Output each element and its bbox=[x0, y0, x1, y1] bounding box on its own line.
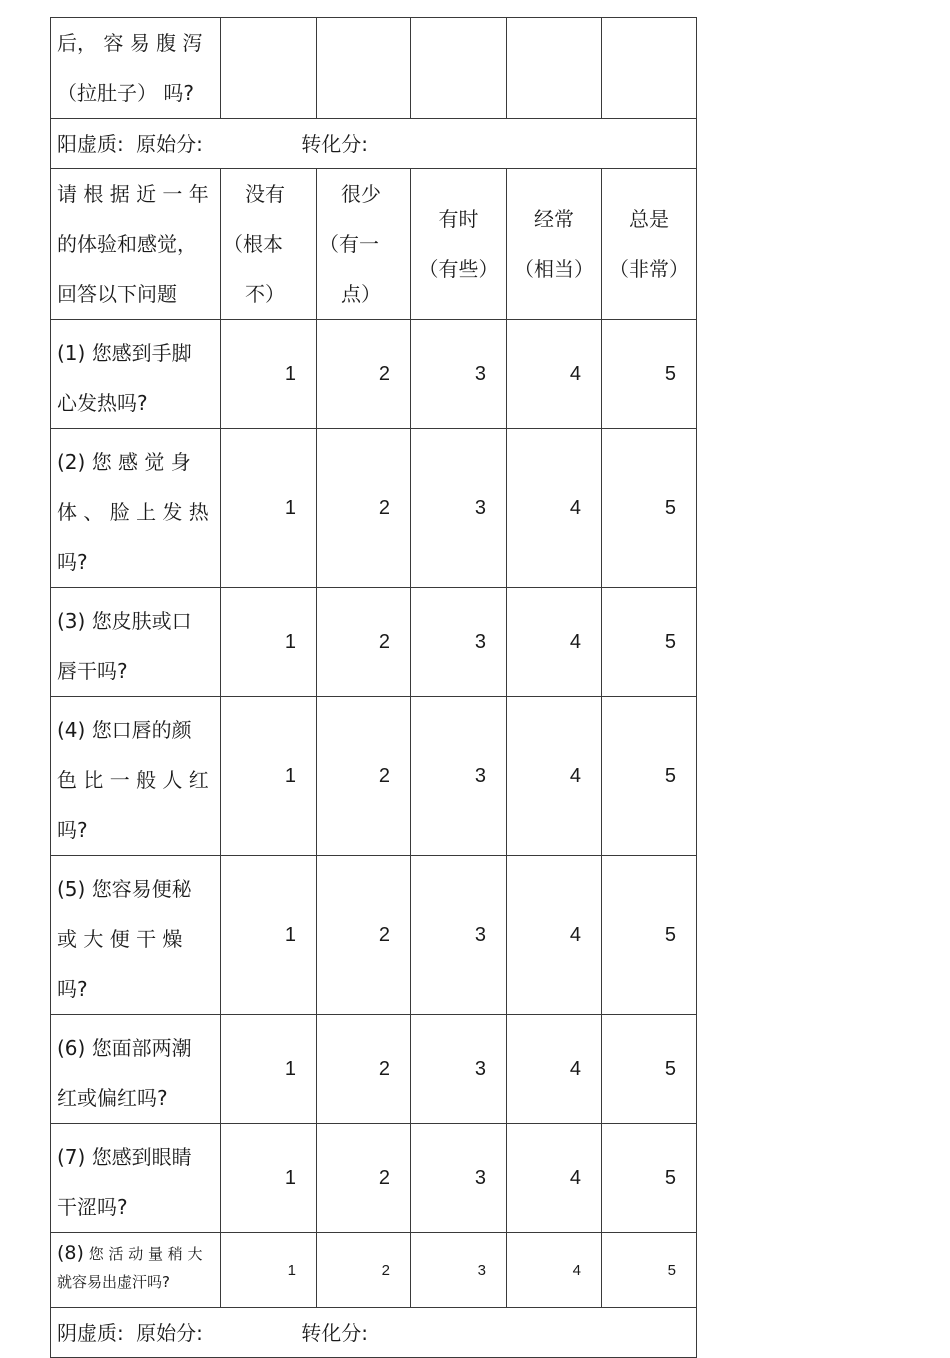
category-label: 阴虚质: bbox=[57, 1320, 124, 1345]
score-option[interactable]: 5 bbox=[602, 1124, 697, 1233]
question-cell bbox=[51, 320, 221, 429]
answer-cell[interactable] bbox=[602, 18, 697, 119]
question-text: 唇干吗? bbox=[57, 659, 128, 683]
score-option[interactable]: 5 bbox=[602, 320, 697, 429]
score-cell bbox=[51, 119, 697, 169]
table-row bbox=[51, 18, 697, 119]
option-label: 不） bbox=[245, 282, 285, 306]
question-text: （拉肚子） 吗? bbox=[57, 81, 194, 105]
score-option[interactable]: 1 bbox=[221, 1015, 317, 1124]
answer-cell[interactable] bbox=[221, 18, 317, 119]
question-number: (8) bbox=[57, 1242, 84, 1264]
score-option[interactable]: 2 bbox=[317, 1124, 411, 1233]
prompt-text: 回答以下问题 bbox=[57, 282, 177, 306]
score-option[interactable]: 1 bbox=[221, 697, 317, 856]
raw-score-label: 原始分: bbox=[136, 131, 203, 156]
answer-cell[interactable] bbox=[411, 18, 507, 119]
score-option[interactable]: 2 bbox=[317, 429, 411, 588]
question-text: (4) 您口唇的颜 bbox=[57, 718, 192, 742]
header-row bbox=[51, 169, 697, 320]
score-option[interactable]: 3 bbox=[411, 1233, 507, 1308]
question-text: 您 活 动 量 稍 大 bbox=[88, 1245, 203, 1263]
question-text: 吗? bbox=[57, 818, 88, 842]
question-row bbox=[51, 856, 697, 1015]
option-header-never bbox=[221, 169, 317, 320]
question-row bbox=[51, 1233, 697, 1308]
score-row bbox=[51, 1308, 697, 1358]
question-text: 色 比 一 般 人 红 bbox=[57, 768, 209, 792]
question-cell bbox=[51, 18, 221, 119]
question-row bbox=[51, 1124, 697, 1233]
option-label: （根本 bbox=[223, 232, 283, 256]
question-row bbox=[51, 429, 697, 588]
score-option[interactable]: 4 bbox=[507, 1015, 602, 1124]
question-text: 干涩吗? bbox=[57, 1195, 128, 1219]
answer-cell[interactable] bbox=[317, 18, 411, 119]
question-text: (7) 您感到眼睛 bbox=[57, 1145, 192, 1169]
option-label: 经常 bbox=[534, 207, 574, 231]
question-cell bbox=[51, 697, 221, 856]
score-option[interactable]: 4 bbox=[507, 856, 602, 1015]
question-text: (3) 您皮肤或口 bbox=[57, 609, 192, 633]
score-option[interactable]: 3 bbox=[411, 429, 507, 588]
score-cell bbox=[51, 1308, 697, 1358]
answer-cell[interactable] bbox=[507, 18, 602, 119]
score-option[interactable]: 4 bbox=[507, 429, 602, 588]
score-option[interactable]: 4 bbox=[507, 697, 602, 856]
score-option[interactable]: 3 bbox=[411, 697, 507, 856]
score-option[interactable]: 2 bbox=[317, 320, 411, 429]
score-row bbox=[51, 119, 697, 169]
score-option[interactable]: 2 bbox=[317, 588, 411, 697]
option-label: （相当） bbox=[514, 257, 594, 281]
option-label: 点） bbox=[341, 282, 381, 306]
score-option[interactable]: 1 bbox=[221, 588, 317, 697]
score-option[interactable]: 1 bbox=[221, 856, 317, 1015]
option-header-often bbox=[507, 169, 602, 320]
score-option[interactable]: 2 bbox=[317, 1015, 411, 1124]
score-option[interactable]: 3 bbox=[411, 1124, 507, 1233]
score-option[interactable]: 5 bbox=[602, 697, 697, 856]
score-option[interactable]: 3 bbox=[411, 1015, 507, 1124]
score-option[interactable]: 1 bbox=[221, 1233, 317, 1308]
question-cell bbox=[51, 856, 221, 1015]
option-header-always bbox=[602, 169, 697, 320]
option-label: （有些） bbox=[418, 257, 499, 281]
question-cell bbox=[51, 1015, 221, 1124]
question-cell bbox=[51, 588, 221, 697]
score-option[interactable]: 2 bbox=[317, 856, 411, 1015]
score-option[interactable]: 2 bbox=[317, 697, 411, 856]
question-text: (5) 您容易便秘 bbox=[57, 877, 192, 901]
option-header-sometimes bbox=[411, 169, 507, 320]
question-cell bbox=[51, 1124, 221, 1233]
option-label: 总是 bbox=[629, 207, 669, 231]
prompt-cell bbox=[51, 169, 221, 320]
question-cell bbox=[51, 1233, 221, 1308]
score-option[interactable]: 2 bbox=[317, 1233, 411, 1308]
score-option[interactable]: 1 bbox=[221, 1124, 317, 1233]
option-label: （非常） bbox=[609, 257, 689, 281]
question-text: 后， 容 易 腹 泻 bbox=[57, 31, 203, 55]
question-row bbox=[51, 320, 697, 429]
score-option[interactable]: 1 bbox=[221, 320, 317, 429]
option-label: 没有 bbox=[245, 182, 285, 206]
score-option[interactable]: 5 bbox=[602, 588, 697, 697]
question-text: 就容易出虚汗吗? bbox=[57, 1273, 170, 1291]
question-text: (2) 您 感 觉 身 bbox=[57, 450, 191, 474]
question-text: (6) 您面部两潮 bbox=[57, 1036, 192, 1060]
question-row bbox=[51, 1015, 697, 1124]
prompt-text: 的体验和感觉， bbox=[57, 232, 197, 256]
question-text: 吗? bbox=[57, 977, 88, 1001]
raw-score-label: 原始分: bbox=[136, 1320, 203, 1345]
question-row bbox=[51, 697, 697, 856]
score-option[interactable]: 5 bbox=[602, 856, 697, 1015]
question-text: 或 大 便 干 燥 bbox=[57, 927, 183, 951]
question-row bbox=[51, 588, 697, 697]
question-cell bbox=[51, 429, 221, 588]
question-text: (1) 您感到手脚 bbox=[57, 341, 192, 365]
score-option[interactable]: 4 bbox=[507, 320, 602, 429]
question-text: 体 、 脸 上 发 热 bbox=[57, 500, 209, 524]
category-label: 阳虚质: bbox=[57, 131, 124, 156]
score-option[interactable]: 4 bbox=[507, 1233, 602, 1308]
prompt-text: 请 根 据 近 一 年 bbox=[57, 182, 209, 206]
questionnaire-table bbox=[50, 17, 697, 1358]
score-option[interactable]: 5 bbox=[602, 1015, 697, 1124]
score-option[interactable]: 4 bbox=[507, 588, 602, 697]
question-text bbox=[57, 1237, 214, 1270]
converted-score-label: 转化分: bbox=[301, 131, 368, 156]
question-text: 心发热吗? bbox=[57, 391, 148, 415]
score-option[interactable]: 5 bbox=[602, 429, 697, 588]
option-header-rarely bbox=[317, 169, 411, 320]
score-option[interactable]: 1 bbox=[221, 429, 317, 588]
option-label: 有时 bbox=[438, 207, 479, 231]
question-text: 吗? bbox=[57, 550, 88, 574]
score-option[interactable]: 4 bbox=[507, 1124, 602, 1233]
option-label: （有一 bbox=[319, 232, 379, 256]
score-option[interactable]: 5 bbox=[602, 1233, 697, 1308]
converted-score-label: 转化分: bbox=[301, 1320, 368, 1345]
question-text: 红或偏红吗? bbox=[57, 1086, 168, 1110]
score-option[interactable]: 3 bbox=[411, 588, 507, 697]
score-option[interactable]: 3 bbox=[411, 320, 507, 429]
option-label: 很少 bbox=[341, 182, 381, 206]
score-option[interactable]: 3 bbox=[411, 856, 507, 1015]
